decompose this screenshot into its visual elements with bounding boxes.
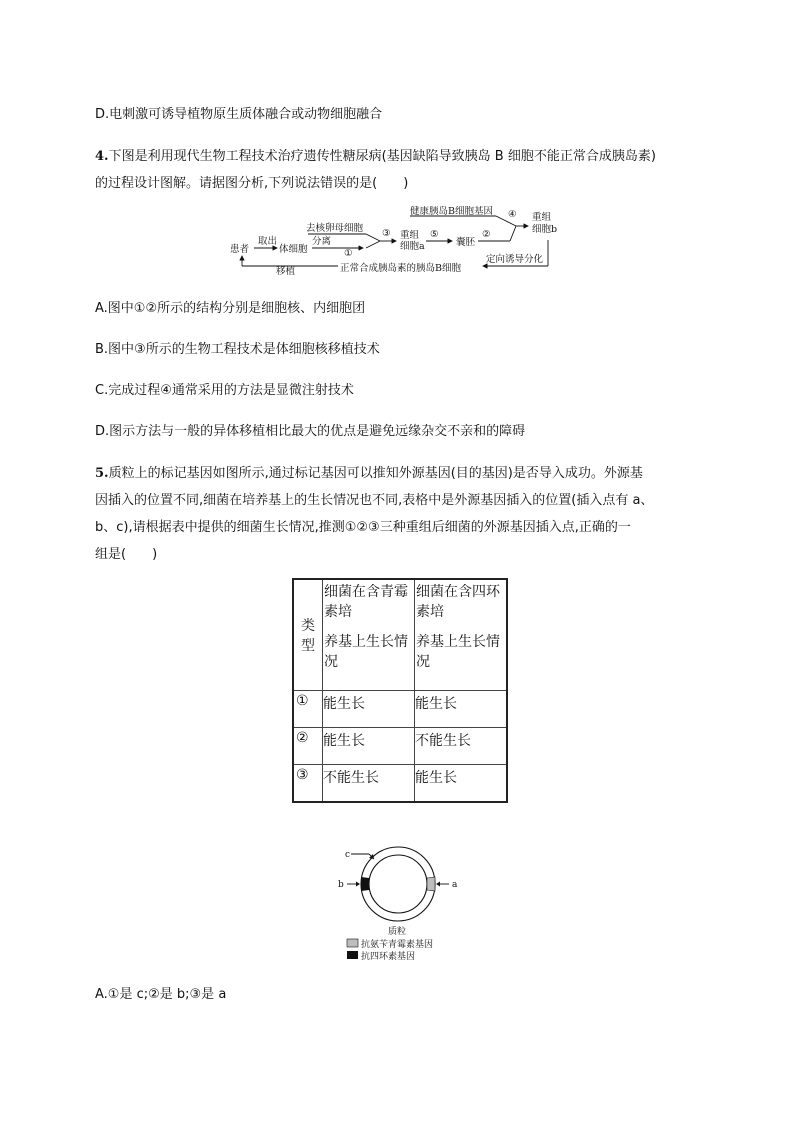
q4-option-b: B.图中③所示的生物工程技术是体细胞核移植技术 [95, 342, 380, 357]
plasmid-inner-ring [369, 855, 427, 913]
diagram-patient: 患者 [230, 244, 250, 255]
q4-stem-line1 [95, 145, 656, 164]
diagram-recombinant-a-line1: 重组 [400, 230, 420, 241]
tetracycline-growth: 能生长 [415, 765, 508, 803]
table-row [293, 765, 507, 803]
q3-option-d: D.电刺激可诱导植物原生质体融合或动物细胞融合 [95, 107, 383, 122]
q4-option-c: C.完成过程④通常采用的方法是显微注射技术 [95, 383, 354, 398]
diagram-recombinant-b-line2: 细胞b [532, 224, 558, 235]
ampicillin-gene-segment [427, 877, 435, 891]
legend-tetracycline-label: 抗四环素基因 [361, 952, 416, 962]
q5-stem-line3: b、c),请根据表中提供的细菌生长情况,推测①②③三种重组后细菌的外源基因插入点,正确的一 [95, 520, 631, 535]
type-label-char2: 型 [301, 638, 315, 654]
diagram-transplant: 移植 [276, 266, 296, 276]
plasmid-diagram [325, 842, 475, 967]
diagram-somatic-cell: 体细胞 [279, 244, 308, 255]
q4-option-d: D.图示方法与一般的异体移植相比最大的优点是避免远缘杂交不亲和的障碍 [95, 424, 526, 439]
row-label: ② [293, 728, 323, 765]
plasmid-caption: 质粒 [388, 927, 407, 937]
penicillin-growth: 能生长 [323, 728, 415, 765]
row-label: ① [293, 691, 323, 728]
table-row [293, 691, 507, 728]
insertion-point-b: b [338, 880, 344, 890]
insertion-point-a: a [452, 880, 458, 890]
diagram-circle-2: ② [482, 229, 491, 240]
q4-stem-text1: 下图是利用现代生物工程技术治疗遗传性糖尿病(基因缺陷导致胰岛 B 细胞不能正常合成胰岛素) [108, 149, 656, 164]
diagram-circle-3: ③ [382, 228, 391, 239]
tetracycline-header-line1: 细菌在含四环素培 [416, 584, 500, 620]
tetracycline-growth: 能生长 [415, 691, 508, 728]
diagram-takeout: 取出 [258, 236, 278, 247]
diagram-recombinant-b-line1: 重组 [532, 212, 552, 223]
insertion-point-c: c [345, 850, 351, 860]
q5-stem-text1: 质粒上的标记基因如图所示,通过标记基因可以推知外源基因(目的基因)是否导入成功。外源基 [108, 466, 643, 481]
q5-stem-line1 [95, 462, 643, 481]
q5-option-a: A.①是 c;②是 b;③是 a [95, 987, 227, 1002]
table-type-header [293, 579, 323, 691]
legend-ampicillin-swatch [347, 939, 358, 947]
diagram-circle-4: ④ [508, 209, 517, 220]
type-label-char1: 类 [301, 618, 315, 634]
penicillin-header-line1: 细菌在含青霉素培 [324, 584, 408, 620]
diagram-circle-1: ① [344, 248, 353, 259]
diagram-healthy-gene: 健康胰岛B细胞基因 [410, 206, 493, 217]
diagram-circle-5: ⑤ [430, 229, 439, 240]
treatment-flow-diagram [230, 206, 560, 276]
penicillin-growth: 不能生长 [323, 765, 415, 803]
q5-number: 5. [95, 466, 109, 481]
diagram-directed-differentiation: 定向诱导分化 [486, 254, 544, 265]
diagram-isolate: 分离 [312, 236, 332, 247]
q4-option-a: A.图中①②所示的结构分别是细胞核、内细胞团 [95, 301, 366, 316]
q5-stem-line2: 因插入的位置不同,细菌在培养基上的生长情况也不同,表格中是外源基因插入的位置(插入点有 a、 [95, 493, 654, 508]
legend-tetracycline-swatch [347, 951, 358, 959]
penicillin-header-line2: 养基上生长情况 [324, 634, 408, 670]
table-header-row [293, 579, 507, 691]
tetracycline-header-line2: 养基上生长情况 [416, 634, 500, 670]
tetracycline-gene-segment [361, 877, 369, 891]
diagram-normal-beta-cells: 正常合成胰岛素的胰岛B细胞 [340, 263, 461, 274]
tetracycline-header [415, 579, 508, 691]
q4-stem-line2: 的过程设计图解。请据图分析,下列说法错误的是( ) [95, 176, 409, 191]
tetracycline-growth: 不能生长 [415, 728, 508, 765]
diagram-blastocyst: 囊胚 [456, 237, 476, 248]
diagram-enucleated-egg: 去核卵母细胞 [306, 223, 364, 234]
q4-number: 4. [95, 149, 109, 164]
growth-table [292, 578, 508, 803]
penicillin-growth: 能生长 [323, 691, 415, 728]
row-label: ③ [293, 765, 323, 803]
table-row [293, 728, 507, 765]
diagram-recombinant-a-line2: 细胞a [400, 241, 425, 252]
q5-stem-line4: 组是( ) [95, 547, 158, 562]
legend-ampicillin-label: 抗氨苄青霉素基因 [361, 940, 434, 950]
penicillin-header [323, 579, 415, 691]
